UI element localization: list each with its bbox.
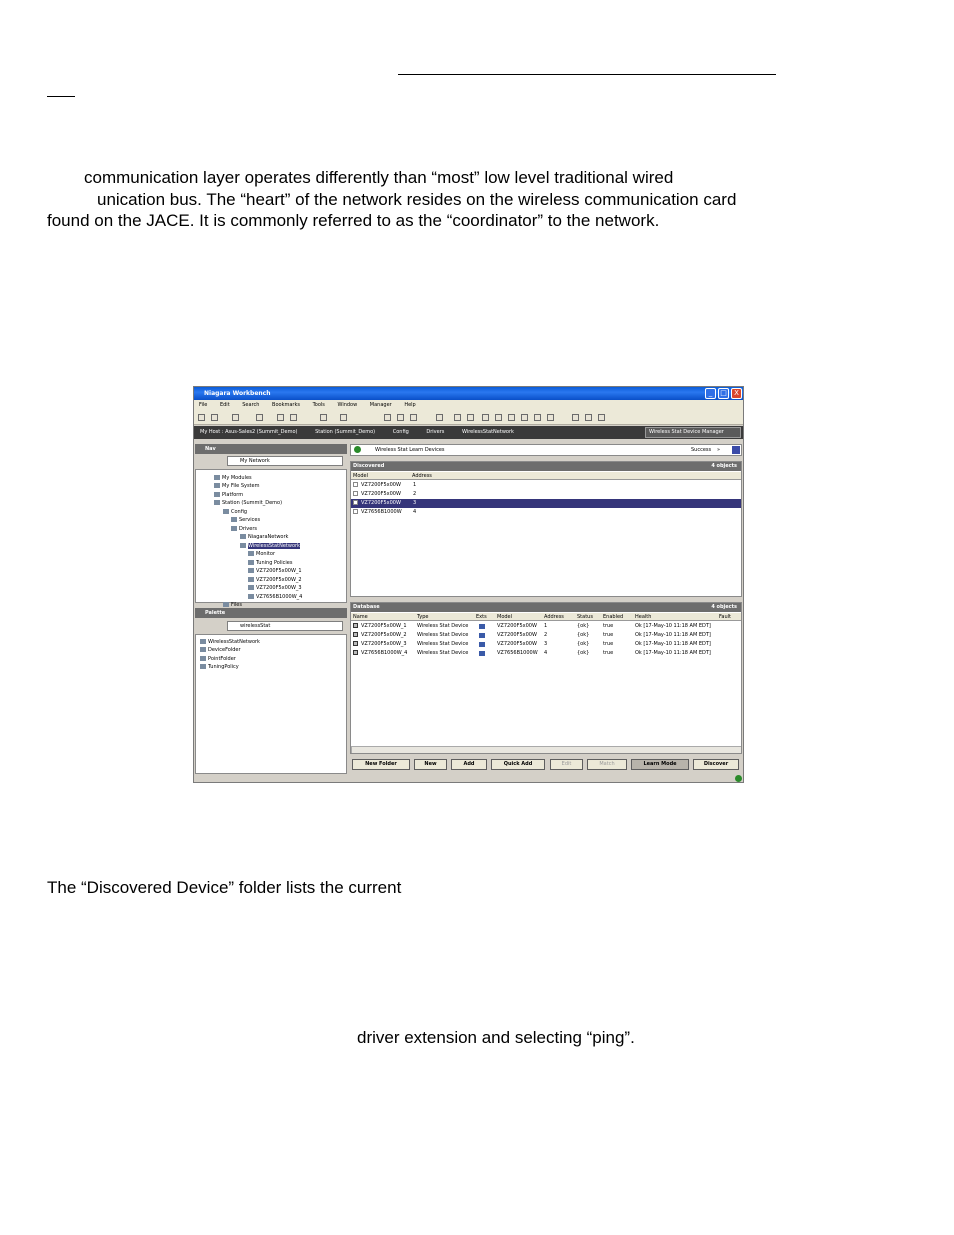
add-button[interactable]: Add xyxy=(451,759,487,770)
job-label: Wireless Stat Learn Devices xyxy=(375,447,445,453)
tuning-icon xyxy=(200,664,206,669)
database-pane xyxy=(350,602,742,754)
discovered-header xyxy=(351,462,741,471)
refresh-icon[interactable] xyxy=(277,414,284,421)
window-title: Niagara Workbench xyxy=(194,387,743,400)
match-tool-icon[interactable] xyxy=(547,414,554,421)
menu-tools[interactable]: Tools xyxy=(312,402,325,408)
menu-bookmarks[interactable]: Bookmarks xyxy=(272,402,300,408)
menu-window[interactable]: Window xyxy=(337,402,358,408)
nav-tree-item[interactable]: Config xyxy=(223,508,247,516)
status-ok-icon xyxy=(735,775,742,782)
folder-icon xyxy=(200,647,206,652)
discovered-columns xyxy=(351,472,741,480)
menu-bar xyxy=(194,400,743,411)
device-icon xyxy=(248,568,254,573)
paragraph-2: The “Discovered Device” folder lists the current xyxy=(47,878,402,897)
network-icon xyxy=(240,543,246,548)
device-icon xyxy=(248,577,254,582)
file-system-icon xyxy=(214,483,220,488)
platform-icon xyxy=(214,492,220,497)
database-row[interactable]: VZ7200F5x00W_3 Wireless Stat Device VZ7200F5x00W 3 {ok} true Ok [17-May-10 11:18 AM EDT] xyxy=(351,640,741,649)
column-enabled[interactable]: Enabled xyxy=(603,614,624,620)
network-icon xyxy=(200,639,206,644)
nav-tree-item[interactable]: VZ7200F5x00W_3 xyxy=(248,584,302,592)
database-row[interactable]: VZ7656B1000W_4 Wireless Stat Device VZ7656B1000W 4 {ok} true Ok [17-May-10 11:18 AM EDT] xyxy=(351,649,741,658)
column-health[interactable]: Health xyxy=(635,614,652,620)
undo-icon[interactable] xyxy=(454,414,461,421)
forward-icon[interactable] xyxy=(211,414,218,421)
paragraph-3: driver extension and selecting “ping”. xyxy=(357,1028,635,1047)
paste-icon[interactable] xyxy=(410,414,417,421)
path-config[interactable]: Config xyxy=(392,429,409,435)
discovered-count: 4 objects xyxy=(711,463,737,469)
discovered-row[interactable]: VZ7656B1000W 4 xyxy=(351,508,741,517)
palette-item[interactable]: DeviceFolder xyxy=(200,646,241,654)
minimize-button[interactable]: _ xyxy=(705,388,716,399)
config-icon xyxy=(223,509,229,514)
database-row[interactable]: VZ7200F5x00W_1 Wireless Stat Device VZ7200F5x00W 1 {ok} true Ok [17-May-10 11:18 AM EDT] xyxy=(351,622,741,631)
nav-tree-item[interactable]: Drivers xyxy=(231,525,257,533)
redo-icon[interactable] xyxy=(467,414,474,421)
database-rows xyxy=(351,622,741,662)
column-address[interactable]: Address xyxy=(544,614,564,620)
palette-selector[interactable]: wirelessStat xyxy=(227,621,343,631)
path-drivers[interactable]: Drivers xyxy=(426,429,445,435)
nav-tree-item[interactable]: Platform xyxy=(214,491,243,499)
database-row[interactable]: VZ7200F5x00W_2 Wireless Stat Device VZ7200F5x00W 2 {ok} true Ok [17-May-10 11:18 AM EDT] xyxy=(351,631,741,640)
nav-tree-item[interactable]: VZ7200F5x00W_1 xyxy=(248,567,302,575)
up-icon[interactable] xyxy=(232,414,239,421)
module-icon xyxy=(214,475,220,480)
palette-item[interactable]: WirelessStatNetwork xyxy=(200,638,260,646)
quick-add-button[interactable]: Quick Add xyxy=(491,759,545,770)
services-icon xyxy=(231,517,237,522)
match-button[interactable]: Match xyxy=(587,759,627,770)
nav-tree-item[interactable]: My Modules xyxy=(214,474,252,482)
menu-edit[interactable]: Edit xyxy=(219,402,230,408)
new-folder-button[interactable]: New Folder xyxy=(352,759,410,770)
folder-icon xyxy=(200,656,206,661)
nav-tree-item[interactable]: Services xyxy=(231,516,260,524)
palette-tree xyxy=(195,634,347,774)
station-icon xyxy=(214,500,220,505)
nav-tree-item[interactable]: Tuning Policies xyxy=(248,559,292,567)
nav-header: Nav xyxy=(195,444,347,454)
edit-tool-icon[interactable] xyxy=(534,414,541,421)
job-ok-icon xyxy=(354,446,361,453)
job-bar xyxy=(350,444,742,456)
monitor-icon xyxy=(248,551,254,556)
save-icon[interactable] xyxy=(340,414,347,421)
home-icon[interactable] xyxy=(290,414,297,421)
add-tool-icon[interactable] xyxy=(508,414,515,421)
column-status[interactable]: Status xyxy=(577,614,593,620)
column-type[interactable]: Type xyxy=(417,614,429,620)
extension-icon xyxy=(479,624,485,629)
files-icon xyxy=(223,602,229,607)
database-header xyxy=(351,603,741,612)
discover-button[interactable]: Discover xyxy=(693,759,739,770)
palette-item[interactable]: TuningPolicy xyxy=(200,663,239,671)
database-title: Database xyxy=(353,604,380,610)
extension-icon xyxy=(479,633,485,638)
new-tool-icon[interactable] xyxy=(495,414,502,421)
extension-icon xyxy=(479,651,485,656)
menu-search[interactable]: Search xyxy=(242,402,260,408)
new-button[interactable]: New xyxy=(414,759,447,770)
menu-file[interactable]: File xyxy=(199,402,208,408)
column-fault[interactable]: Fault xyxy=(719,614,731,620)
database-h-scrollbar[interactable] xyxy=(351,746,741,753)
discovered-title: Discovered xyxy=(353,463,385,469)
toolbar xyxy=(194,411,743,425)
nav-tree-item[interactable]: NiagaraNetwork xyxy=(240,533,288,541)
nav-tree-item-selected[interactable]: WirelessStatNetwork xyxy=(240,542,300,550)
job-status: Success xyxy=(691,447,712,453)
cancel-tool-icon[interactable] xyxy=(598,414,605,421)
device-icon xyxy=(248,585,254,590)
column-model[interactable]: Model xyxy=(497,614,513,620)
database-count: 4 objects xyxy=(711,604,737,610)
nav-tree-item[interactable]: Files xyxy=(223,601,242,609)
path-station[interactable]: Station (Summit_Demo) xyxy=(315,429,376,435)
top-rule xyxy=(398,74,776,75)
paragraph-1-line-1: communication layer operates differently than “most” low level traditional wired xyxy=(84,168,674,187)
nav-tree-item[interactable]: Monitor xyxy=(248,550,275,558)
learn-mode-tool-icon[interactable] xyxy=(572,414,579,421)
nav-tree-item[interactable]: VZ7656B1000W_4 xyxy=(248,593,302,601)
tuning-icon xyxy=(248,560,254,565)
menu-manager[interactable]: Manager xyxy=(369,402,392,408)
copy-icon[interactable] xyxy=(397,414,404,421)
column-address[interactable]: Address xyxy=(412,473,432,479)
nav-tree-item[interactable]: Station (Summit_Demo) xyxy=(214,499,282,507)
palette-item[interactable]: PointFolder xyxy=(200,655,236,663)
quick-add-tool-icon[interactable] xyxy=(521,414,528,421)
drivers-icon xyxy=(231,526,237,531)
button-bar xyxy=(350,758,742,772)
paragraph-1-line-3: found on the JACE. It is commonly referred to as the “coordinator” to the network. xyxy=(47,211,660,230)
nav-tree-item[interactable]: My File System xyxy=(214,482,259,490)
nav-tree-item[interactable]: VZ7200F5x00W_2 xyxy=(248,576,302,584)
side-bar-icon[interactable] xyxy=(256,414,263,421)
workbench-screenshot xyxy=(193,386,744,783)
network-icon xyxy=(240,534,246,539)
menu-help[interactable]: Help xyxy=(404,402,416,408)
open-icon[interactable] xyxy=(320,414,327,421)
edit-button[interactable]: Edit xyxy=(550,759,583,770)
device-icon xyxy=(248,594,254,599)
discovered-row-selected[interactable]: VZ7200F5x00W 3 xyxy=(351,499,741,508)
column-name[interactable]: Name xyxy=(353,614,368,620)
palette-header: Palette xyxy=(195,608,347,618)
path-bar xyxy=(194,426,743,439)
nav-selector[interactable]: My Network xyxy=(227,456,343,466)
discovered-row[interactable]: VZ7200F5x00W 2 xyxy=(351,490,741,499)
job-more-button[interactable]: » xyxy=(717,447,721,453)
delete-icon[interactable] xyxy=(436,414,443,421)
new-folder-tool-icon[interactable] xyxy=(482,414,489,421)
discovered-rows xyxy=(351,481,741,521)
paragraph-1-line-2: unication bus. The “heart” of the network resides on the wireless communication card xyxy=(97,190,737,209)
back-icon[interactable] xyxy=(198,414,205,421)
discover-tool-icon[interactable] xyxy=(585,414,592,421)
discovered-pane xyxy=(350,461,742,597)
manager-view-select[interactable]: Wireless Stat Device Manager xyxy=(645,427,741,438)
close-button[interactable]: X xyxy=(731,388,742,399)
path-network[interactable]: WirelessStatNetwork xyxy=(461,429,514,435)
job-close-icon[interactable] xyxy=(732,446,740,454)
column-exts[interactable]: Exts xyxy=(476,614,487,620)
learn-mode-button[interactable]: Learn Mode xyxy=(631,759,689,770)
database-columns xyxy=(351,613,741,621)
discovered-row[interactable]: VZ7200F5x00W 1 xyxy=(351,481,741,490)
maximize-button[interactable]: □ xyxy=(718,388,729,399)
left-rule xyxy=(47,96,75,97)
column-model[interactable]: Model xyxy=(353,473,369,479)
nav-tree xyxy=(195,469,347,608)
path-host[interactable]: My Host : Asus-Sales2 (Summit_Demo) xyxy=(200,429,298,435)
cut-icon[interactable] xyxy=(384,414,391,421)
extension-icon xyxy=(479,642,485,647)
